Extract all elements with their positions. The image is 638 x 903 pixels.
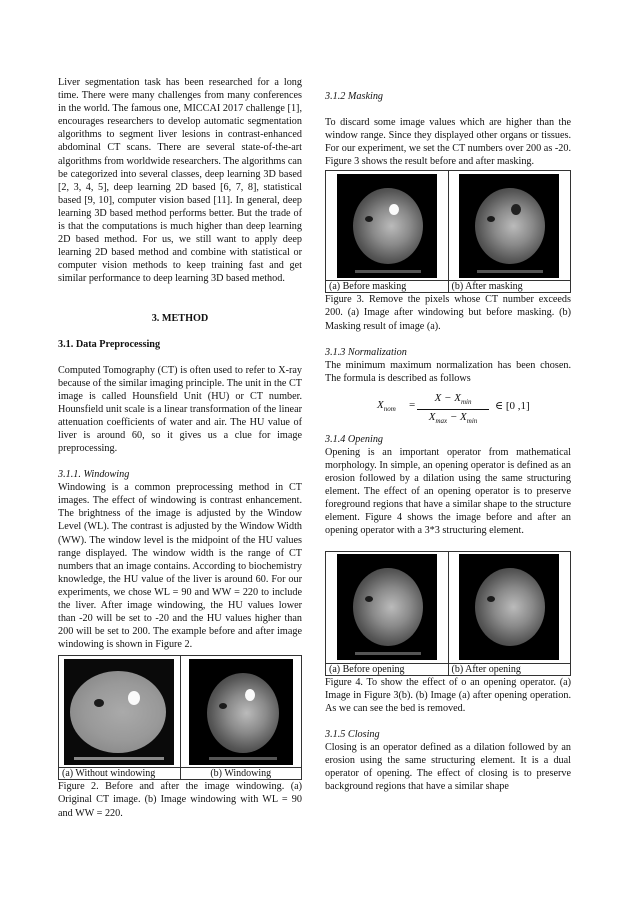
figure-2a-caption: (a) Without windowing bbox=[59, 768, 181, 780]
figure-2a-image bbox=[59, 656, 181, 768]
figure-4a-caption: (a) Before opening bbox=[326, 663, 449, 675]
windowing-title: 3.1.1. Windowing bbox=[58, 469, 130, 481]
opening-paragraph: Opening is an important operator from mathematical morphology. In simple, an opening operator is defined as an erosion followed by a dilation using the same structuring element. The effect of an opening operator is to preserve foreground regions that have a similar shape to the structure element. Figure 4 shows the image before and after an opening operator with a 3*3 structuring element. bbox=[325, 446, 571, 537]
opening-title: 3.1.4 Opening bbox=[325, 433, 384, 445]
left-column bbox=[58, 76, 302, 820]
figure-4b-caption: (b) After opening bbox=[448, 663, 571, 675]
figure-4-caption: Figure 4. To show the effect of o an opening operator. (a) Image in Figure 3(b). (b) Image (a) after opening operation. As we can see the bed is removed. bbox=[325, 676, 571, 714]
closing-title: 3.1.5 Closing bbox=[325, 728, 380, 740]
figure-4 bbox=[325, 551, 571, 676]
normalization-equation: $X_{nom}$ = $X - X_{min}$ $X_{max} - X_{min}$ ∈ [0 ,1] bbox=[377, 391, 530, 426]
closing-paragraph: Closing is an operator defined as a dilation followed by an erosion using the same structuring element. It is a dual operator of opening. The effect of closing is to preserve background regions that have a similar shape bbox=[325, 741, 571, 793]
figure-2-caption: Figure 2. Before and after the image windowing. (a) Original CT image. (b) Image windowing with WL = 90 and WW = 220. bbox=[58, 781, 302, 819]
section-title: 3. METHOD bbox=[151, 312, 209, 324]
ct-paragraph: Computed Tomography (CT) is often used to refer to X-ray because of the similar imaging principle. The unit in the CT image is called Hounsfield Unit (HU) or CT number. Hounsfield unit scale is a linear transformation of the linear attenuation coefficients of water and air. The HU value of liver is around 60, so it gives us a clue for image preprocessing. bbox=[58, 364, 302, 455]
intro-paragraph: Liver segmentation task has been researched for a long time. There were many challenges from many conferences in the world. The famous one, MICCAI 2017 challenge [1], encourages researchers to develop automatic segmentation algorithms to segment liver lesions in contrast-enhanced abdominal CT scans. There are several state-of-the-art algorithms from worldwide researchers. The algorithms can be categorized into several classes, deep learning 3D based [2, 3, 4, 5], deep learning 2D based [6, 7, 8], statistical based [9, 10], computer vision based [11]. In general, deep learning 3D based method performs better. But the trade of is that the computations is much higher than deep learning 2D based method. For us, we still want to apply deep learning 2D based method and combine with statistical or computer vision methods to keep training fast and get similar performance to deep learning 3D based method. bbox=[58, 77, 302, 285]
figure-3b-caption: (b) After masking bbox=[448, 281, 571, 293]
normalization-title: 3.1.3 Normalization bbox=[325, 346, 407, 358]
figure-3a-image bbox=[326, 171, 449, 281]
figure-2b-image bbox=[180, 656, 302, 768]
figure-3b-image bbox=[448, 171, 571, 281]
subsection-title: 3.1. Data Preprocessing bbox=[58, 338, 161, 350]
figure-3-caption: Figure 3. Remove the pixels whose CT number exceeds 200. (a) Image after windowing but before masking. (b) Masking result of image (a). bbox=[325, 294, 571, 332]
normalization-paragraph: The minimum maximum normalization has been chosen. The formula is described as follows bbox=[325, 359, 571, 384]
right-column bbox=[325, 90, 571, 793]
figure-4b-image bbox=[448, 551, 571, 663]
figure-4a-image bbox=[326, 551, 449, 663]
masking-title: 3.1.2 Masking bbox=[325, 91, 384, 102]
figure-3a-caption: (a) Before masking bbox=[326, 281, 449, 293]
windowing-paragraph: Windowing is a common preprocessing method in CT images. The effect of windowing is contrast enhancement. The brightness of the image is adjusted by the Window Level (WL). The contrast is adjusted by the Window Width (WW). The window level is the midpoint of the HU values range displayed. The window width is the range of CT numbers that an image contains. According to biochemistry knowledge, the HU value of the liver is around 60. For our experiments, we chose WL = 90 and WW = 220 to include the liver. After image windowing, the HU values lower than -20 will be set to -20 and the HU values higher than 200 will be set to 200. The example before and after image windowing is shown in Figure 2. bbox=[58, 482, 302, 651]
masking-paragraph: To discard some image values which are higher than the window range. Since they displayed other organs or tissues. For our experiment, we set the CT numbers over 200 as -20. Figure 3 shows the result before and after masking. bbox=[325, 117, 571, 168]
figure-2 bbox=[58, 655, 302, 780]
figure-3 bbox=[325, 170, 571, 293]
figure-2b-caption: (b) Windowing bbox=[180, 768, 302, 780]
